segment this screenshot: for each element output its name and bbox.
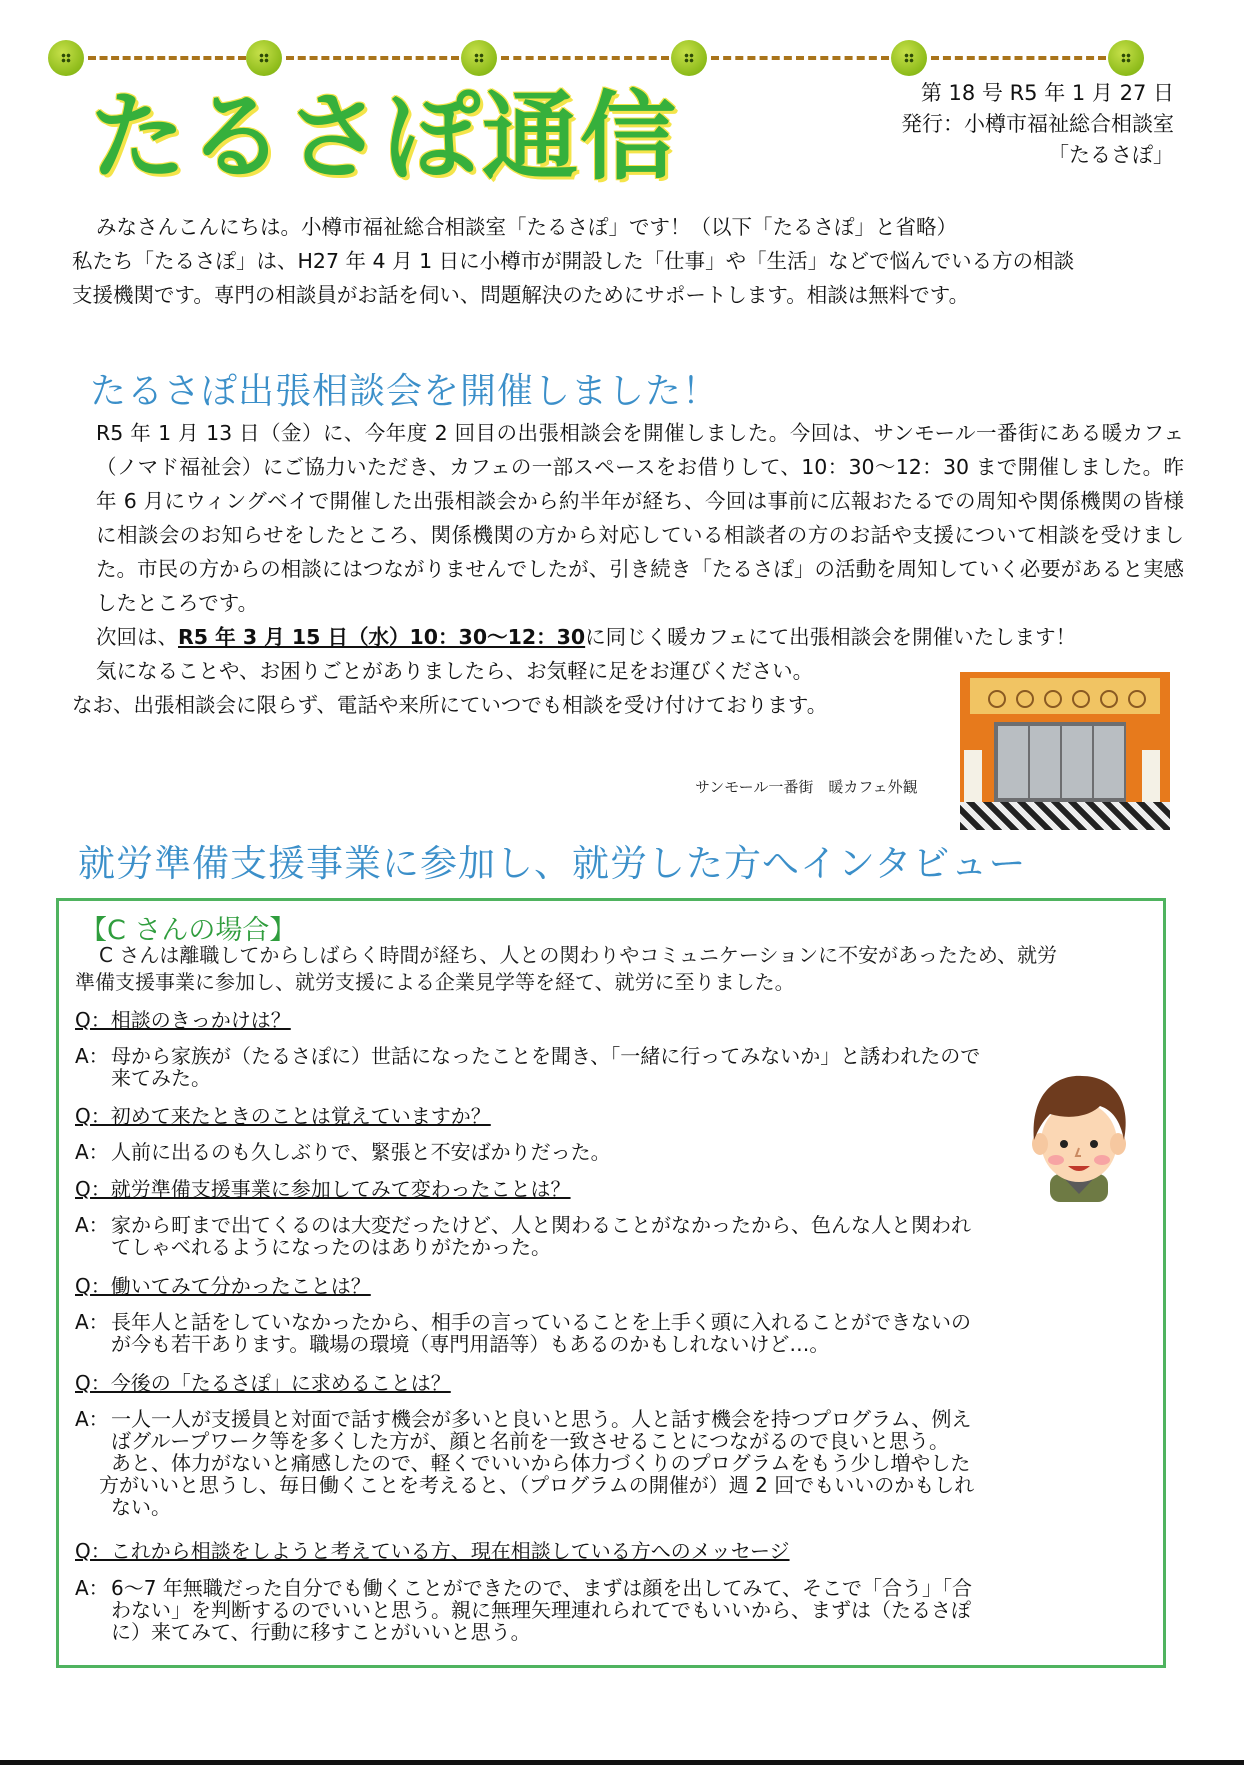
question: Q：相談のきっかけは？ bbox=[75, 1008, 291, 1032]
dashed-divider bbox=[286, 56, 459, 60]
dashed-divider bbox=[711, 56, 889, 60]
case-title: 【C さんの場合】 bbox=[80, 915, 297, 946]
button-ornament-icon bbox=[246, 40, 282, 76]
answer: A： 人前に出るのも久しぶりで、緊張と不安ばかりだった。 bbox=[75, 1140, 611, 1164]
intro-line: みなさんこんにちは。小樽市福祉総合相談室「たるさぽ」です！（以下「たるさぽ」と省略） bbox=[96, 215, 957, 239]
answer: A： 母から家族が（たるさぽに）世話になったことを聞き、「一緒に行ってみないか」と誘われたので 来てみた。 bbox=[75, 1044, 981, 1090]
button-ornament-icon bbox=[461, 40, 497, 76]
button-ornament-icon bbox=[671, 40, 707, 76]
issue-info bbox=[901, 78, 1174, 171]
cafe-board bbox=[1142, 750, 1160, 810]
intro-line: 支援機関です。専門の相談員がお話を伺い、問題解決のためにサポートします。相談は無料です。 bbox=[72, 283, 970, 307]
case-intro bbox=[75, 942, 1155, 996]
dashed-divider bbox=[501, 56, 669, 60]
body-paragraph: なお、出張相談会に限らず、電話や来所にていつでも相談を受け付けております。 bbox=[72, 693, 828, 717]
issue-publisher-short: 「たるさぽ」 bbox=[1048, 143, 1174, 167]
checkered-floor bbox=[960, 802, 1170, 830]
cafe-exterior-photo bbox=[960, 672, 1170, 830]
section-heading-outreach: たるさぽ出張相談会を開催しました！ bbox=[90, 371, 720, 412]
dashed-divider bbox=[88, 56, 246, 60]
answer: A： 長年人と話をしていなかったから、相手の言っていることを上手く頭に入れることができないの が今も若干あります。職場の環境（専門用語等）もあるのかもしれないけど…。 bbox=[75, 1310, 971, 1356]
cafe-entrance bbox=[994, 722, 1126, 802]
question: Q：働いてみて分かったことは？ bbox=[75, 1274, 371, 1298]
question: Q：初めて来たときのことは覚えていますか？ bbox=[75, 1104, 491, 1128]
intro-text bbox=[72, 210, 1182, 312]
photo-caption: サンモール一番街 暖カフェ外観 bbox=[695, 778, 918, 796]
cafe-board bbox=[964, 750, 982, 810]
button-ornament-icon bbox=[1108, 40, 1144, 76]
body-paragraph: R5 年 1 月 13 日（金）に、今年度 2 回目の出張相談会を開催しました。今回は、サンモール一番街にある暖カフェ（ノマド福祉会）にご協力いただき、カフェの一部スペースをお借りして、10：30〜12：30 まで開催しました。昨年 6 月にウィングベイで開催した出張相談会から約半年が経ち、今回は事前に広報おたるでの周知や関係機関の皆様に相談会のお知らせをしたところ、関係機関の方から対応している相談者の方のお話や支援について相談を受けました。市民の方からの相談にはつながりませんでしたが、引き続き「たるさぽ」の活動を周知していく必要があると実感したところです。 bbox=[96, 421, 1184, 615]
question: Q：就労準備支援事業に参加してみて変わったことは？ bbox=[75, 1177, 571, 1201]
button-ornament-icon bbox=[48, 40, 84, 76]
cafe-sign bbox=[970, 678, 1160, 714]
dashed-divider bbox=[931, 56, 1106, 60]
next-event-date: R5 年 3 月 15 日（水）10：30〜12：30 bbox=[178, 625, 586, 649]
next-event-paragraph bbox=[72, 620, 1184, 654]
intro-line: 私たち「たるさぽ」は、H27 年 4 月 1 日に小樽市が開設した「仕事」や「生活」などで悩んでいる方の相談 bbox=[72, 249, 1075, 273]
button-ornament-icon bbox=[891, 40, 927, 76]
case-intro-line: 準備支援事業に参加し、就労支援による企業見学等を経て、就労に至りました。 bbox=[75, 970, 795, 994]
next-suffix: に同じく暖カフェにて出張相談会を開催いたします！ bbox=[585, 625, 1077, 649]
case-intro-line: C さんは離職してからしばらく時間が経ち、人との関わりやコミュニケーションに不安があったため、就労 bbox=[99, 943, 1058, 967]
question: Q：これから相談をしようと考えている方、現在相談している方へのメッセージ bbox=[75, 1539, 790, 1563]
answer: A： 一人一人が支援員と対面で話す機会が多いと良いと思う。人と話す機会を持つプログラム、例え ばグループワーク等を多くした方が、顔と名前を一致させることにつながるので良いと思う。 あと、体力がないと痛感したので、軽くでいいから体力づくりのプログラムをもう少し増やした 方がいいと思うし、毎日働くことを考えると、（プログラムの開催が）週 2 回でもいいのかもしれ ない。 bbox=[75, 1407, 975, 1519]
answer: A： 6〜7 年無職だった自分でも働くことができたので、まずは顔を出してみて、そこで「合う」「合 わない」を判断するのでいいと思う。親に無理矢理連れられてでもいいから、まずは（たるさぽ に）来てみて、行動に移すことがいいと思う。 bbox=[75, 1576, 973, 1644]
next-prefix: 次回は、 bbox=[96, 625, 178, 649]
answer: A： 家から町まで出てくるのは大変だったけど、人と関わることがなかったから、色んな人と関われ てしゃべれるようになったのはありがたかった。 bbox=[75, 1213, 971, 1259]
question: Q：今後の「たるさぽ」に求めることは？ bbox=[75, 1371, 451, 1395]
body-paragraph: 気になることや、お困りごとがありましたら、お気軽に足をお運びください。 bbox=[96, 659, 814, 683]
issue-number-date: 第 18 号 R5 年 1 月 27 日 bbox=[920, 81, 1174, 105]
page-bottom-border bbox=[0, 1760, 1244, 1765]
section-heading-interview: 就労準備支援事業に参加し、就労した方へインタビュー bbox=[78, 842, 1027, 885]
issue-publisher: 発行：小樽市福祉総合相談室 bbox=[901, 112, 1174, 136]
person-illustration-icon bbox=[1020, 1070, 1138, 1202]
newsletter-title: たるさぽ通信 bbox=[90, 81, 678, 193]
